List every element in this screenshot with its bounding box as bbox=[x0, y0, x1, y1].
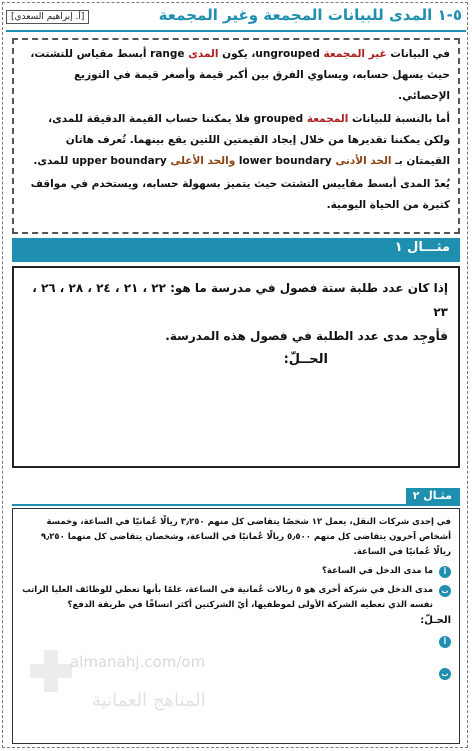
intro-box bbox=[12, 38, 460, 234]
question-b-badge: ب bbox=[439, 585, 451, 597]
intro-p1-text: في البيانات bbox=[386, 48, 450, 60]
example1-solution-label: الحــلّ: bbox=[283, 352, 328, 367]
example1-label: مثـــال ١ bbox=[394, 240, 450, 255]
page-header bbox=[0, 4, 472, 30]
question-a-text: ما مدى الدخل في الساعة؟ bbox=[322, 566, 433, 576]
example2-solution-label: الحـلّ: bbox=[420, 615, 451, 626]
term-grouped: المجمعة bbox=[306, 113, 349, 125]
question-b-text: مدى الدخل في شركة أخرى هو ٥ ريالات عُمانية في الساعة، علمًا بأنها تعطي للوظائف العليا الراتب نفسه الذي تعطيه الشركة الأولى لموظفيها، أيّ الشركتين أكثر اتساقًا في طريقة الدفع؟ bbox=[22, 585, 433, 610]
watermark-name: المناهج العمانية bbox=[92, 690, 206, 711]
example1-line1: إذا كان عدد طلبة ستة فصول في مدرسة ما هو: ٢٢ ، ٢١ ، ٢٤ ، ٢٨ ، ٢٦ ، ٢٣ bbox=[32, 281, 448, 319]
watermark-url: almanahj.com/om bbox=[70, 653, 206, 671]
term-ungrouped: غير المجمعة bbox=[323, 48, 387, 60]
intro-p2-text: upper boundary للمدى. bbox=[33, 155, 171, 167]
watermark-cross-icon bbox=[30, 650, 72, 692]
intro-paragraph-3: يُعدّ المدى أبسط مقاييس التشتت حيث يتميز بسهولة حسابه، ويستخدم في مواقف كثيرة من الحياة اليومية. bbox=[30, 178, 450, 211]
example2-box bbox=[12, 508, 460, 744]
intro-p2-text: أما بالنسبة للبيانات bbox=[348, 113, 450, 125]
intro-paragraph-2 bbox=[22, 109, 450, 172]
author-tag: [أ. إبراهيم السعدي] bbox=[6, 10, 89, 24]
intro-p1-text: ungrouped، يكون bbox=[218, 48, 324, 60]
solution-a-badge: أ bbox=[439, 636, 451, 648]
example2-question-b bbox=[21, 583, 451, 613]
example2-text: في إحدى شركات النقل، يعمل ١٢ شخصًا يتقاضى كل منهم ٣٫٢٥٠ ريالًا عُمانيًا في الساعة، وخمسة أشخاص آخرون يتقاضى كل منهم ٥٫٥٠٠ ريالًا عُمانيًا في الساعة، وشخصان يتقاضى كل منهما ٩٫٢٥٠ ريالًا عُمانيًا في الساعة. bbox=[40, 517, 451, 557]
intro-p2-text: grouped فلا يمكننا حساب القيمة الدقيقة للمدى، ولكن يمكننا تقديرها من خلال إيجاد القيمتين اللتين يقع بينهما. تُعرف هاتان القيمتان بـ bbox=[48, 113, 450, 167]
intro-paragraph-1 bbox=[22, 44, 450, 107]
intro-p1-text: range أبسط مقياس للتشتت، حيث يسهل حسابه، ويساوي الفرق بين أكبر قيمة وأصغر قيمة في التوزيع الإحصائي. bbox=[30, 48, 450, 102]
term-range: المدى bbox=[188, 48, 219, 60]
example2-question-a bbox=[21, 564, 451, 579]
term-upper-boundary: والحد الأعلى bbox=[170, 155, 236, 167]
example1-line2: فأوجِد مدى عدد الطلبة في فصول هذه المدرسة. bbox=[165, 329, 448, 343]
solution-b-badge: ب bbox=[439, 668, 451, 680]
question-a-badge: أ bbox=[439, 566, 451, 578]
intro-p2-text: lower boundary bbox=[235, 155, 336, 167]
example2-header-bar bbox=[406, 488, 460, 506]
example1-box bbox=[12, 266, 460, 468]
title-underline bbox=[6, 30, 466, 32]
term-lower-boundary: الحد الأدنى bbox=[335, 155, 392, 167]
section-title: ٥-١ المدى للبيانات المجمعة وغير المجمعة bbox=[158, 6, 462, 24]
example2-label: مثـال ٢ bbox=[412, 489, 452, 502]
example1-header-bar bbox=[12, 238, 460, 262]
example2-header-line bbox=[12, 504, 406, 506]
